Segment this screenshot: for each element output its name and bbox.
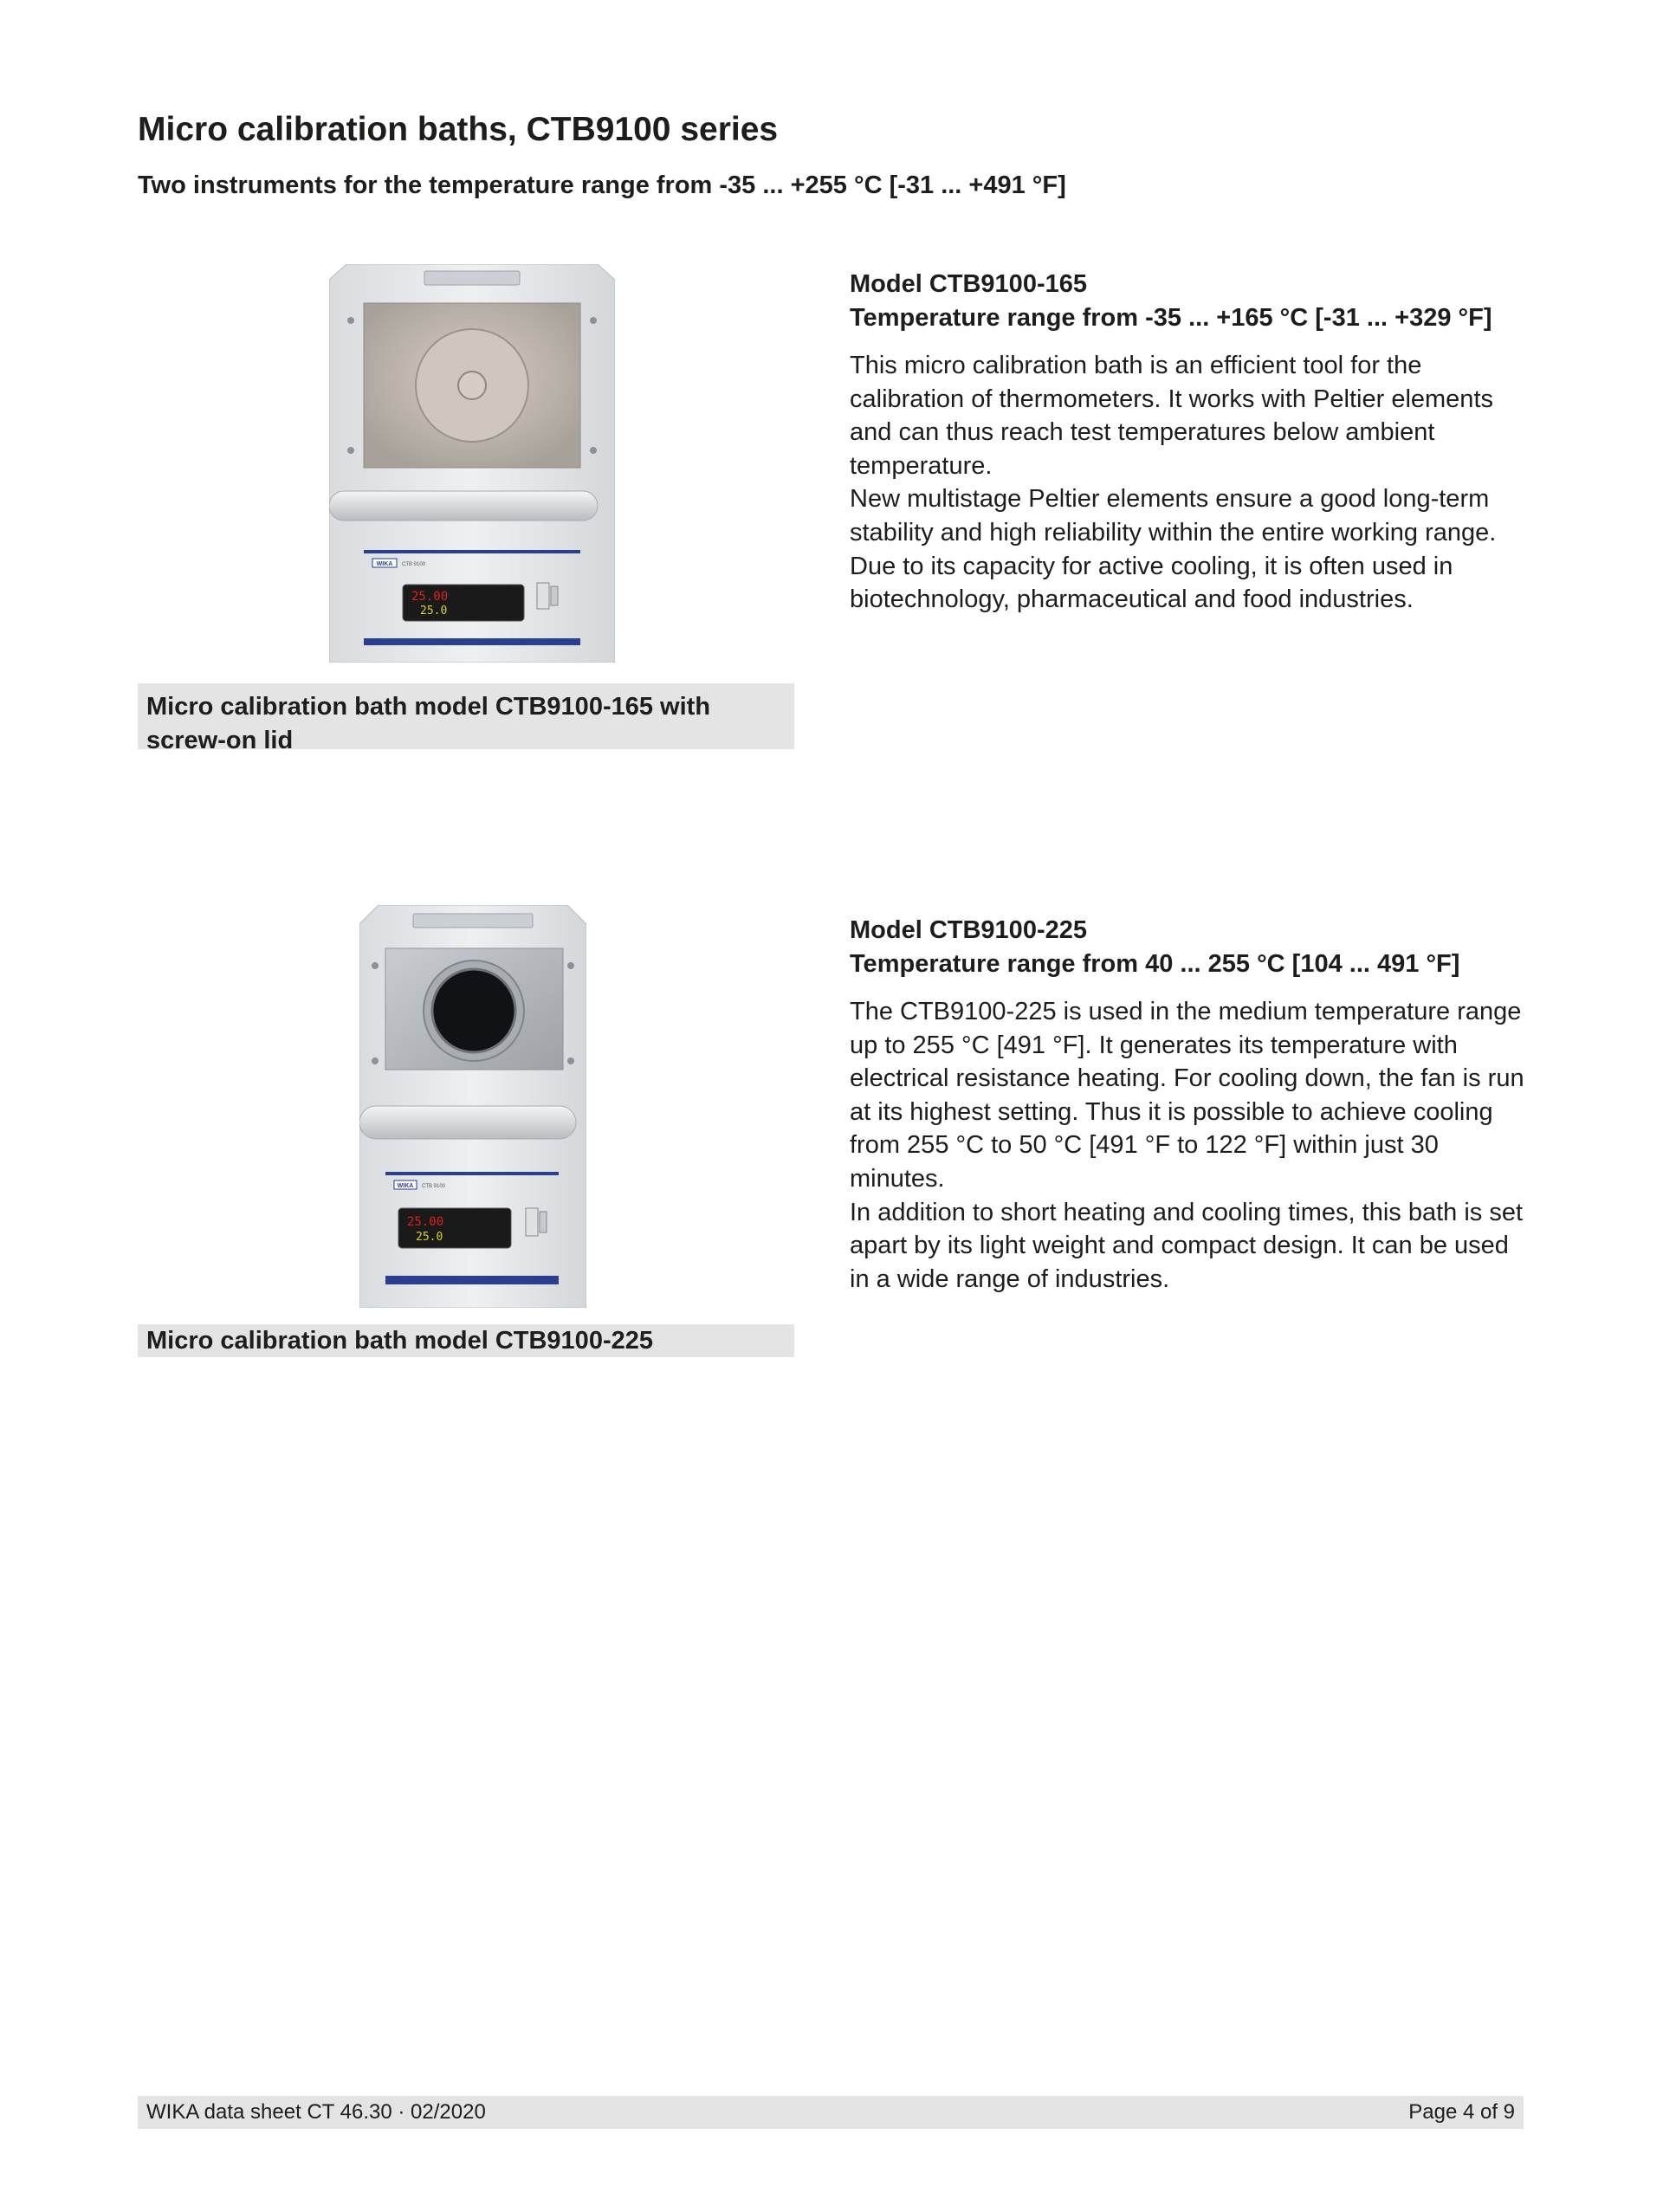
product-photo-ctb9100-165 [329, 264, 615, 663]
photo-model-label: CTB 9100 [402, 562, 426, 567]
description-paragraph: In addition to short heating and cooling times, this bath is set apart by its light weight and compact design. It can be used in a wide range of industries. [850, 1198, 1524, 1293]
description-paragraph: This micro calibration bath is an efficient tool for the calibration of thermometers. It works with Peltier elements and can thus reach test temperatures below ambient temperature. [850, 352, 1493, 480]
product-text-ctb9100-165 [850, 268, 1525, 617]
caption-ctb9100-225 [138, 1324, 794, 1357]
model-title: Model CTB9100-165 [850, 270, 1087, 298]
photo-brand-label: WIKA [397, 1183, 414, 1189]
product-photo-ctb9100-225 [359, 905, 586, 1308]
temperature-range: Temperature range from -35 ... +165 °C [-31 ... +329 °F] [850, 304, 1492, 332]
description-paragraph: The CTB9100-225 is used in the medium temperature range up to 255 °C [491 °F]. It generates its temperature with electrical resistance heating. For cooling down, the fan is run at its highest setting. Thus it is possible to achieve cooling from 255 °C to 50 °C [491 °F to 122 °F] within just 30 minutes. [850, 998, 1524, 1193]
caption-ctb9100-165 [138, 683, 794, 754]
page-footer [138, 2096, 1524, 2129]
caption-text: Micro calibration bath model CTB9100-165 with screw-on lid [146, 693, 711, 754]
footer-document-id: WIKA data sheet CT 46.30 · 02/2020 [146, 2100, 486, 2124]
product-description [850, 349, 1525, 617]
product-description [850, 995, 1525, 1296]
page-subtitle: Two instruments for the temperature range from -35 ... +255 °C [-31 ... +491 °F] [138, 171, 1066, 199]
footer-page-number: Page 4 of 9 [1408, 2100, 1515, 2124]
product-text-ctb9100-225 [850, 914, 1525, 1296]
description-paragraph: New multistage Peltier elements ensure a good long-term stability and high reliability within the entire working range. Due to its capacity for active cooling, it is often used in biotechnology, pharmaceutical and food industries. [850, 485, 1497, 614]
caption-text: Micro calibration bath model CTB9100-225 [146, 1327, 653, 1355]
photo-display-setpoint: 25.00 [407, 1215, 444, 1229]
photo-display-setpoint: 25.00 [411, 590, 449, 604]
photo-display-actual: 25.0 [420, 605, 448, 618]
temperature-range: Temperature range from 40 ... 255 °C [104 ... 491 °F] [850, 950, 1460, 978]
photo-display-actual: 25.0 [416, 1231, 443, 1244]
page-title: Micro calibration baths, CTB9100 series [138, 111, 779, 148]
model-title: Model CTB9100-225 [850, 916, 1087, 944]
photo-brand-label: WIKA [376, 561, 393, 567]
photo-model-label: CTB 9100 [422, 1184, 446, 1189]
